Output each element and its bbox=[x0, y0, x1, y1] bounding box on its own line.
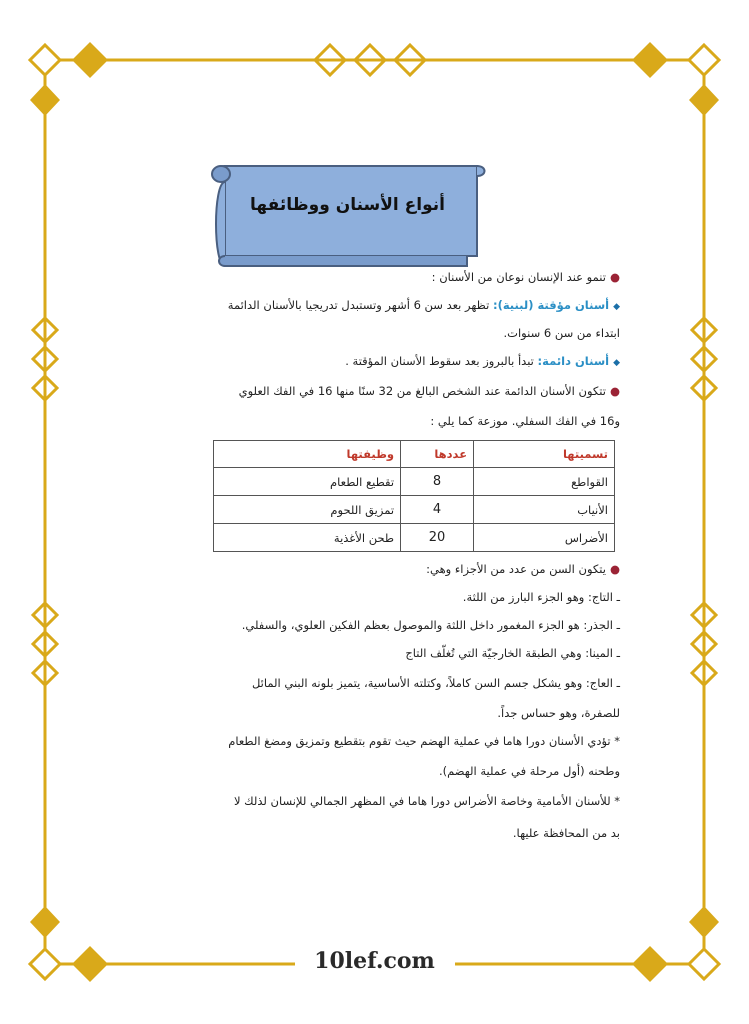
header-name: تسميتها bbox=[474, 441, 615, 468]
table-row: الأضراس 20 طحن الأغذية bbox=[214, 524, 615, 552]
tooth-parts-intro: ●يتكون السن من عدد من الأجزاء وهي: bbox=[426, 562, 620, 576]
table-header-row bbox=[214, 441, 615, 468]
dentin-line: ـ العاج: وهو يشكل جسم السن كاملاً، وكتلته الأساسية، يتميز بلونه البني المائل bbox=[251, 676, 620, 690]
diamond-bullet-icon: ◆ bbox=[613, 358, 620, 368]
bullet-dot-icon: ● bbox=[609, 562, 620, 576]
temporary-teeth-line-cont: ابتداء من سن 6 سنوات. bbox=[503, 326, 620, 340]
permanent-teeth-term: أسنان دائمة: bbox=[537, 354, 610, 368]
header-function: وظيفتها bbox=[214, 441, 401, 468]
site-watermark[interactable]: 10lef.com bbox=[314, 948, 435, 974]
temporary-teeth-line: ◆أسنان مؤقتة (لبنية): تظهر بعد سن 6 أشهر وتستبدل تدريجيا بالأسنان الدائمة bbox=[227, 298, 620, 312]
permanent-teeth-line: ◆أسنان دائمة: تبدأ بالبروز بعد سقوط الأسنان المؤقتة . bbox=[345, 354, 620, 368]
adult-teeth-line-cont: و16 في الفك السفلي. موزعة كما يلي : bbox=[430, 414, 620, 428]
lesson-content bbox=[135, 150, 620, 870]
aesthetic-line-cont: بد من المحافظة عليها. bbox=[512, 826, 620, 840]
enamel-line: ـ المينا: وهي الطبقة الخارجيّة التي تُغلّف التاج bbox=[405, 646, 620, 660]
teeth-table bbox=[213, 440, 615, 552]
bullet-dot-icon: ● bbox=[609, 270, 620, 284]
dentin-line-cont: للصفرة، وهو حساس جداً. bbox=[497, 706, 620, 720]
aesthetic-line: * للأسنان الأمامية وخاصة الأضراس دورا هاما في المظهر الجمالي للإنسان لذلك لا bbox=[233, 794, 620, 808]
adult-teeth-line: ●تتكون الأسنان الدائمة عند الشخص البالغ من 32 سنًا منها 16 في الفك العلوي bbox=[238, 384, 620, 398]
role-line: * تؤدي الأسنان دورا هاما في عملية الهضم حيث تقوم بتقطيع وتمزيق ومضغ الطعام bbox=[228, 734, 620, 748]
intro-line: ●تنمو عند الإنسان نوعان من الأسنان : bbox=[431, 270, 620, 284]
table-row: القواطع 8 تقطيع الطعام bbox=[214, 468, 615, 496]
crown-line: ـ التاج: وهو الجزء البارز من اللثة. bbox=[462, 590, 620, 604]
role-line-cont: وطحنه (أول مرحلة في عملية الهضم). bbox=[438, 764, 620, 778]
temporary-teeth-term: أسنان مؤقتة (لبنية): bbox=[492, 298, 610, 312]
header-count: عددها bbox=[401, 441, 474, 468]
diamond-bullet-icon: ◆ bbox=[613, 302, 620, 312]
bullet-dot-icon: ● bbox=[609, 384, 620, 398]
root-line: ـ الجذر: هو الجزء المغمور داخل اللثة والموصول بعظم الفكين العلوي، والسفلي. bbox=[241, 618, 620, 632]
page-title: أنواع الأسنان ووظائفها bbox=[250, 195, 445, 215]
table-row: الأنياب 4 تمزيق اللحوم bbox=[214, 496, 615, 524]
